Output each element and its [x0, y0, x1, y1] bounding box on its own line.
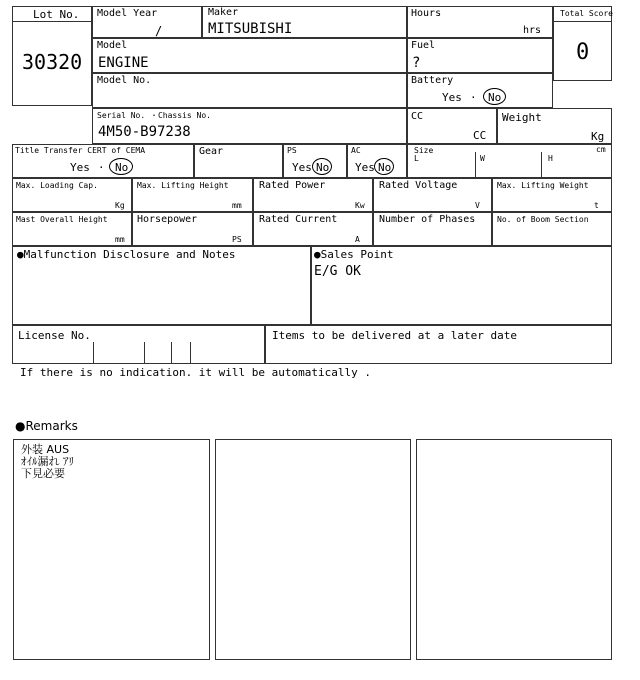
gear-label: Gear — [199, 146, 224, 157]
model-year-label: Model Year — [97, 8, 158, 19]
model-no-label: Model No. — [97, 75, 152, 86]
weight-label: Weight — [502, 111, 542, 124]
spec-label: Rated Current — [259, 214, 338, 225]
maker-value: MITSUBISHI — [208, 21, 293, 37]
hours-label: Hours — [411, 8, 442, 19]
battery-yes: Yes — [442, 91, 462, 104]
serial-value: 4M50-B97238 — [98, 124, 191, 140]
spec-unit: A — [355, 235, 360, 244]
spec-unit: PS — [232, 235, 242, 244]
title-cert-label: Title Transfer CERT of CEMA — [15, 146, 146, 155]
spec-unit: Kg — [115, 201, 125, 210]
spec-label: No. of Boom Section — [497, 215, 589, 224]
size-w: W — [480, 154, 485, 163]
hours-unit: hrs — [523, 25, 542, 36]
lot-no-label: Lot No. — [33, 8, 80, 21]
model-value: ENGINE — [98, 55, 149, 71]
title-cert-yes: Yes — [70, 161, 90, 174]
spec-unit: Kw — [355, 201, 365, 210]
license-label: License No. — [18, 329, 91, 342]
lot-no-value: 30320 — [22, 50, 83, 74]
ps-yes: Yes — [292, 161, 312, 174]
cc-label: CC — [411, 111, 424, 122]
remarks-line: 下見必要 — [21, 467, 65, 480]
later-delivery-label: Items to be delivered at a later date — [272, 329, 518, 342]
footnote: If there is no indication. it will be automatically . — [20, 366, 371, 379]
spec-label: Horsepower — [137, 214, 198, 225]
battery-no: No — [488, 91, 502, 104]
size-unit: cm — [596, 145, 606, 154]
remarks-box — [416, 439, 612, 660]
spec-label: Rated Power — [259, 180, 326, 191]
title-cert-dot: · — [98, 161, 105, 174]
spec-unit: t — [594, 201, 599, 210]
remarks-box — [215, 439, 411, 660]
size-l: L — [414, 154, 419, 163]
spec-label: Max. Loading Cap. — [16, 181, 98, 190]
ps-label: PS — [287, 146, 297, 155]
spec-unit: V — [475, 201, 480, 210]
remarks-title: ●Remarks — [15, 419, 78, 433]
spec-label: Max. Lifting Height — [137, 181, 229, 190]
model-year-value: / — [155, 24, 163, 38]
ps-no: No — [316, 161, 330, 174]
spec-unit: mm — [232, 201, 242, 210]
title-cert-no: No — [115, 161, 129, 174]
serial-label: Serial No. ・Chassis No. — [97, 111, 211, 120]
size-h: H — [548, 154, 553, 163]
maker-label: Maker — [208, 7, 239, 18]
total-score-value: 0 — [576, 40, 590, 65]
ac-yes: Yes — [355, 161, 375, 174]
spec-label: Mast Overall Height — [16, 215, 108, 224]
battery-dot: · — [470, 91, 477, 104]
weight-unit: Kg — [591, 130, 605, 143]
spec-unit: mm — [115, 235, 125, 244]
spec-label: Number of Phases — [379, 214, 476, 225]
size-cell — [407, 144, 612, 178]
fuel-label: Fuel — [411, 40, 436, 51]
fuel-value: ? — [412, 55, 421, 71]
ac-label: AC — [351, 146, 361, 155]
malfunction-label: ●Malfunction Disclosure and Notes — [17, 248, 236, 261]
sales-point-value: E/G OK — [314, 264, 361, 279]
battery-label: Battery — [411, 75, 454, 86]
remarks-line: 外装 AUS — [21, 443, 70, 456]
ac-no: No — [378, 161, 392, 174]
total-score-label: Total Score — [560, 9, 613, 18]
model-label: Model — [97, 40, 128, 51]
spec-label: Max. Lifting Weight — [497, 181, 589, 190]
spec-label: Rated Voltage — [379, 180, 458, 191]
cc-unit: CC — [473, 129, 487, 142]
remarks-line: ｵｲﾙ漏れ ｱﾘ — [21, 455, 74, 468]
size-label: Size — [414, 146, 434, 155]
sales-point-label: ●Sales Point — [314, 248, 394, 261]
